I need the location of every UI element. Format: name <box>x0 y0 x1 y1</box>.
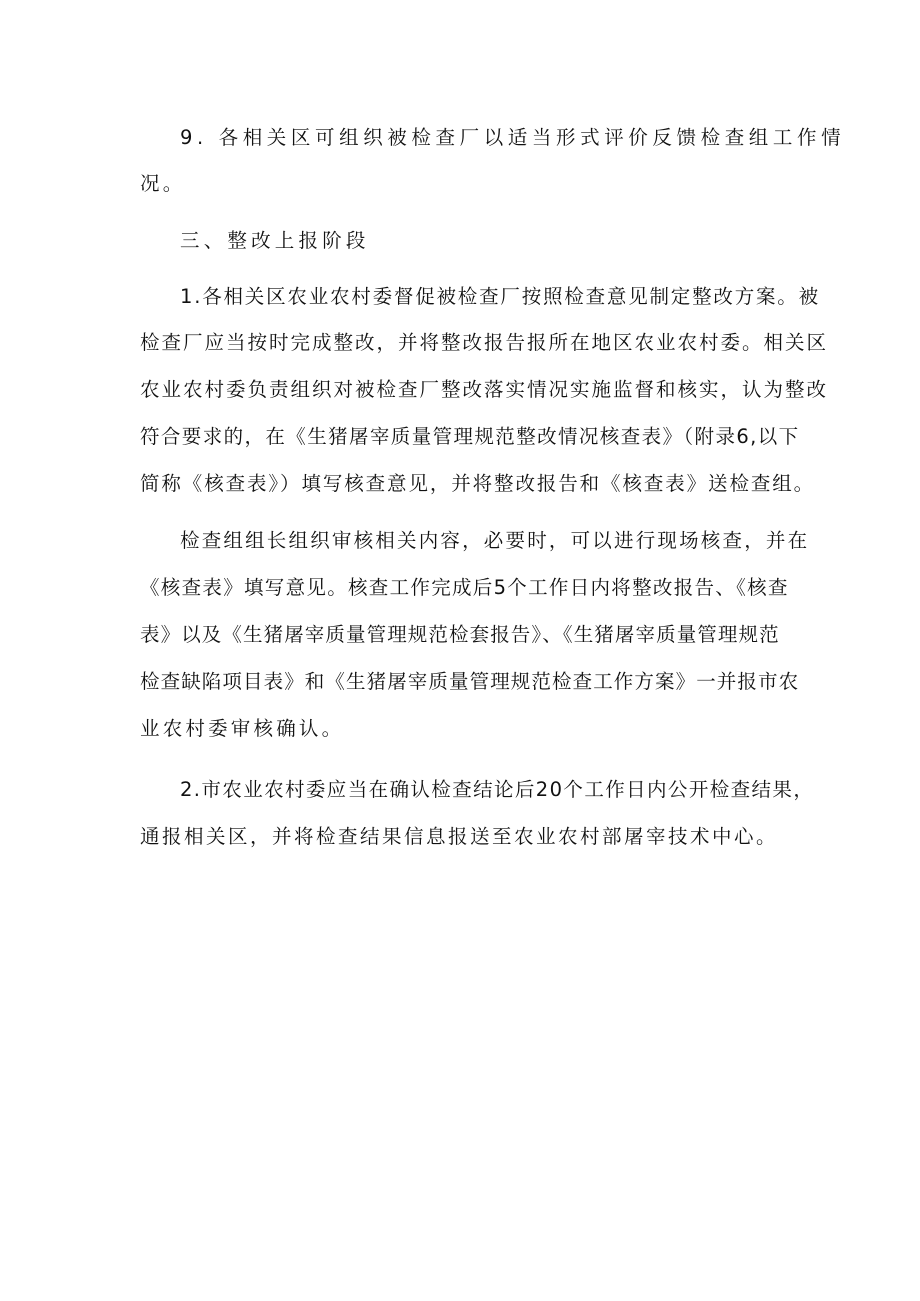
paragraph-review-line-5: 业农村委审核确认。 <box>140 717 345 740</box>
paragraph-review-line-2: 《核查表》填写意见。核查工作完成后5个工作日内将整改报告、《核查 <box>140 576 789 599</box>
paragraph-2-line-2: 通报相关区，并将检查结果信息报送至农业农村部屠宰技术中心。 <box>140 825 779 848</box>
paragraph-1-line-4: 符合要求的，在《生猪屠宰质量管理规范整改情况核查表》（附录6,以下 <box>140 425 800 448</box>
paragraph-1-line-3: 农业农村委负责组织对被检查厂整改落实情况实施监督和核实，认为整改 <box>140 378 829 401</box>
paragraph-9-line-1: 9. 各相关区可组织被检查厂以适当形式评价反馈检查组工作情 <box>180 126 846 149</box>
paragraph-1-line-2: 检查厂应当按时完成整改，并将整改报告报所在地区农业农村委。相关区 <box>140 331 829 354</box>
paragraph-1-line-5: 简称《核查表》）填写核查意见，并将整改报告和《核查表》送检查组。 <box>140 472 816 495</box>
paragraph-2-line-1: 2.市农业农村委应当在确认检查结论后20个工作日内公开检查结果， <box>180 778 815 801</box>
section-heading: 三、整改上报阶段 <box>180 229 370 252</box>
paragraph-9-line-2: 况。 <box>140 172 186 195</box>
paragraph-1-line-1: 1.各相关区农业农村委督促被检查厂按照检查意见制定整改方案。被 <box>180 285 820 308</box>
paragraph-review-line-4: 检查缺陷项目表》和《生猪屠宰质量管理规范检查工作方案》一并报市农 <box>140 670 800 693</box>
paragraph-review-line-3: 表》以及《生猪屠宰质量管理规范检套报告》、《生猪屠宰质量管理规范 <box>140 623 780 646</box>
paragraph-review-line-1: 检查组组长组织审核相关内容，必要时，可以进行现场核查，并在 <box>180 529 810 552</box>
